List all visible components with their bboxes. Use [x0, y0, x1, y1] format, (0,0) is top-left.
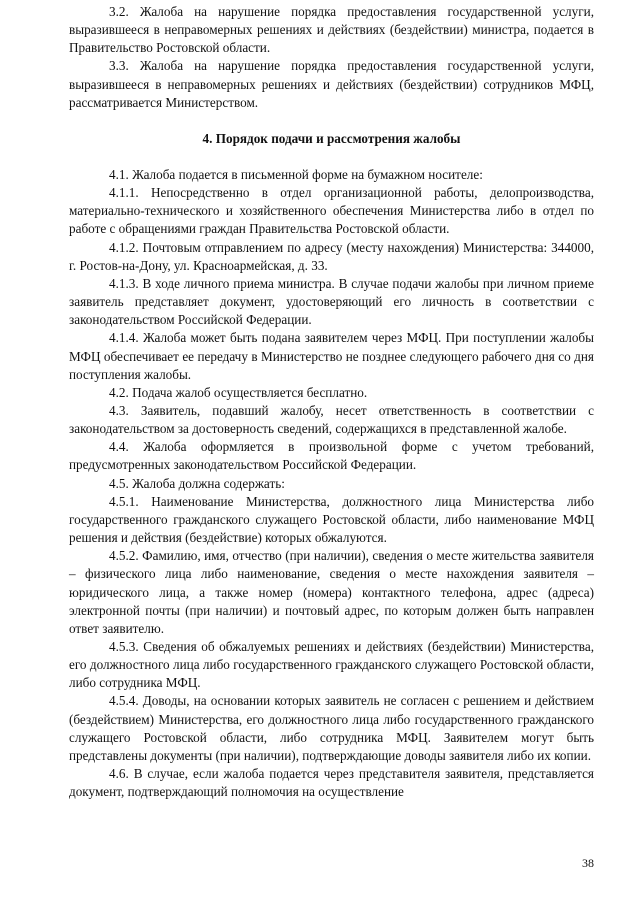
paragraph-4-1: 4.1. Жалоба подается в письменной форме на бумажном носителе:	[109, 166, 483, 182]
paragraph-3-3: 3.3. Жалоба на нарушение порядка предоставления государственной услуги, выразившееся в неправомерных решениях и действиях (бездействии) сотрудников МФЦ, рассматривается Министерством.	[69, 58, 594, 110]
paragraph-4-5-4: 4.5.4. Доводы, на основании которых заявитель не согласен с решением и действием (бездействием) Министерства, его должностного лица либо государственного гражданского служащего Ростовской области, либо сотрудника МФЦ. Заявителем могут быть представлены документы (при наличии), подтверждающие доводы заявителя либо их копии.	[69, 693, 594, 763]
page-number: 38	[582, 856, 594, 870]
paragraph-4-2: 4.2. Подача жалоб осуществляется бесплатно.	[109, 384, 368, 400]
paragraph-4-5-3: 4.5.3. Сведения об обжалуемых решениях и действиях (бездействии) Министерства, его должностного лица либо государственного гражданского служащего Ростовской области, либо сотрудника МФЦ.	[69, 639, 594, 691]
paragraph-4-1-2: 4.1.2. Почтовым отправлением по адресу (месту нахождения) Министерства: 344000, г. Ростов-на-Дону, ул. Красноармейская, д. 33.	[69, 239, 594, 273]
paragraph-4-6: 4.6. В случае, если жалоба подается через представителя заявителя, представляется документ, подтверждающий полномочия на осуществление	[69, 766, 594, 800]
paragraph-4-5-2: 4.5.2. Фамилию, имя, отчество (при наличии), сведения о месте жительства заявителя – физического лица либо наименование, сведения о месте нахождения заявителя – юридического лица, а также номер (номера) контактного телефона, адрес (адреса) электронной почты (при наличии) и почтовый адрес, по которым должен быть направлен ответ заявителю.	[69, 548, 594, 636]
paragraph-3-2: 3.2. Жалоба на нарушение порядка предоставления государственной услуги, выразившееся в неправомерных решениях и действиях (бездействии) министра, подается в Правительство Ростовской области.	[69, 4, 594, 56]
paragraph-4-4: 4.4. Жалоба оформляется в произвольной форме с учетом требований, предусмотренных законодательством Российской Федерации.	[69, 439, 594, 473]
paragraph-4-3: 4.3. Заявитель, подавший жалобу, несет ответственность в соответствии с законодательством за достоверность сведений, содержащихся в представленной жалобе.	[69, 402, 594, 437]
paragraph-4-1-4: 4.1.4. Жалоба может быть подана заявителем через МФЦ. При поступлении жалобы МФЦ обеспечивает ее передачу в Министерство не позднее следующего рабочего дня со дня поступления жалобы.	[69, 330, 594, 382]
paragraph-4-5-1: 4.5.1. Наименование Министерства, должностного лица Министерства либо государственного гражданского служащего Ростовской области, либо наименование МФЦ решения и действия (бездействие) которых обжалуются.	[69, 493, 594, 546]
paragraph-4-5: 4.5. Жалоба должна содержать:	[109, 475, 285, 491]
paragraph-4-1-3: 4.1.3. В ходе личного приема министра. В случае подачи жалобы при личном приеме заявитель представляет документ, удостоверяющий его личность в соответствии с законодательством Российской Федерации.	[69, 275, 594, 328]
section-heading: 4. Порядок подачи и рассмотрения жалобы	[202, 130, 461, 146]
paragraph-4-1-1: 4.1.1. Непосредственно в отдел организационной работы, делопроизводства, материально-технического и хозяйственного обеспечения Министерства либо в отдел по работе с обращениями граждан Правительства Ростовской области.	[69, 185, 594, 237]
